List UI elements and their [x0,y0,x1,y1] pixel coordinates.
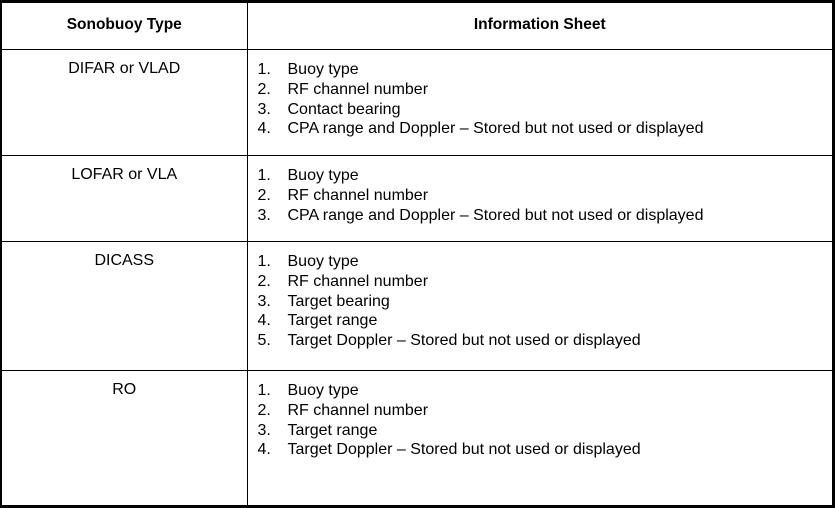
list-item-number: 3. [257,206,271,224]
list-item [258,292,833,312]
list-item [258,119,833,139]
information-list [258,60,833,139]
list-item [258,206,833,226]
list-item-text: RF channel number [287,272,429,290]
sonobuoy-type-cell: DIFAR or VLAD [2,50,247,156]
list-item-text: Buoy type [287,382,359,399]
list-item [258,100,833,120]
list-item-text: RF channel number [287,186,429,204]
information-list [258,252,833,351]
sonobuoy-type-cell: RO [2,371,247,508]
information-list [258,381,833,460]
information-sheet-cell [247,50,832,156]
list-item-number: 2. [257,186,271,204]
list-item-number: 1. [257,382,271,399]
information-sheet-cell [247,371,832,508]
list-item-text: Target range [287,421,378,439]
sonobuoy-type-cell: DICASS [2,242,247,371]
list-item-text: Contact bearing [287,100,401,118]
list-item-text: Target Doppler – Stored but not used or displayed [287,441,641,459]
list-item [258,60,833,80]
table-row [2,50,832,156]
list-item [258,252,833,272]
list-item-number: 5. [257,332,271,350]
list-item-number: 1. [257,167,271,184]
information-list [258,166,833,225]
header-information-sheet: Information Sheet [247,3,832,50]
header-row [2,3,832,50]
list-item-text: Buoy type [287,61,359,78]
list-item-text: Buoy type [287,253,359,270]
list-item [258,421,833,441]
list-item-number: 3. [257,100,271,118]
list-item [258,401,833,421]
list-item [258,80,833,100]
sonobuoy-type-cell: LOFAR or VLA [2,156,247,242]
list-item-number: 1. [257,61,271,78]
list-item-number: 4. [257,312,271,330]
list-item-number: 4. [257,120,271,138]
list-item-number: 2. [257,401,271,419]
header-sonobuoy-type: Sonobuoy Type [2,3,247,50]
list-item-number: 4. [257,441,271,459]
information-sheet-cell [247,156,832,242]
table-row [2,242,832,371]
list-item [258,331,833,351]
list-item-number: 2. [257,272,271,290]
list-item [258,166,833,186]
list-item-text: Target bearing [287,292,390,310]
list-item-text: RF channel number [287,80,429,98]
information-sheet-cell [247,242,832,371]
table-row [2,371,832,508]
list-item-text: RF channel number [287,401,429,419]
list-item-text: Target range [287,312,378,330]
list-item [258,381,833,401]
list-item-number: 3. [257,292,271,310]
list-item [258,440,833,460]
list-item-text: CPA range and Doppler – Stored but not used or displayed [287,120,704,138]
list-item [258,272,833,292]
list-item [258,186,833,206]
table-header [2,3,832,50]
table-row [2,156,832,242]
sonobuoy-information-table [2,3,832,507]
table-body [2,50,832,508]
list-item-text: Target Doppler – Stored but not used or displayed [287,332,641,350]
list-item-number: 2. [257,80,271,98]
list-item [258,311,833,331]
list-item-text: CPA range and Doppler – Stored but not used or displayed [287,206,704,224]
list-item-number: 3. [257,421,271,439]
list-item-text: Buoy type [287,167,359,184]
list-item-number: 1. [257,253,271,270]
